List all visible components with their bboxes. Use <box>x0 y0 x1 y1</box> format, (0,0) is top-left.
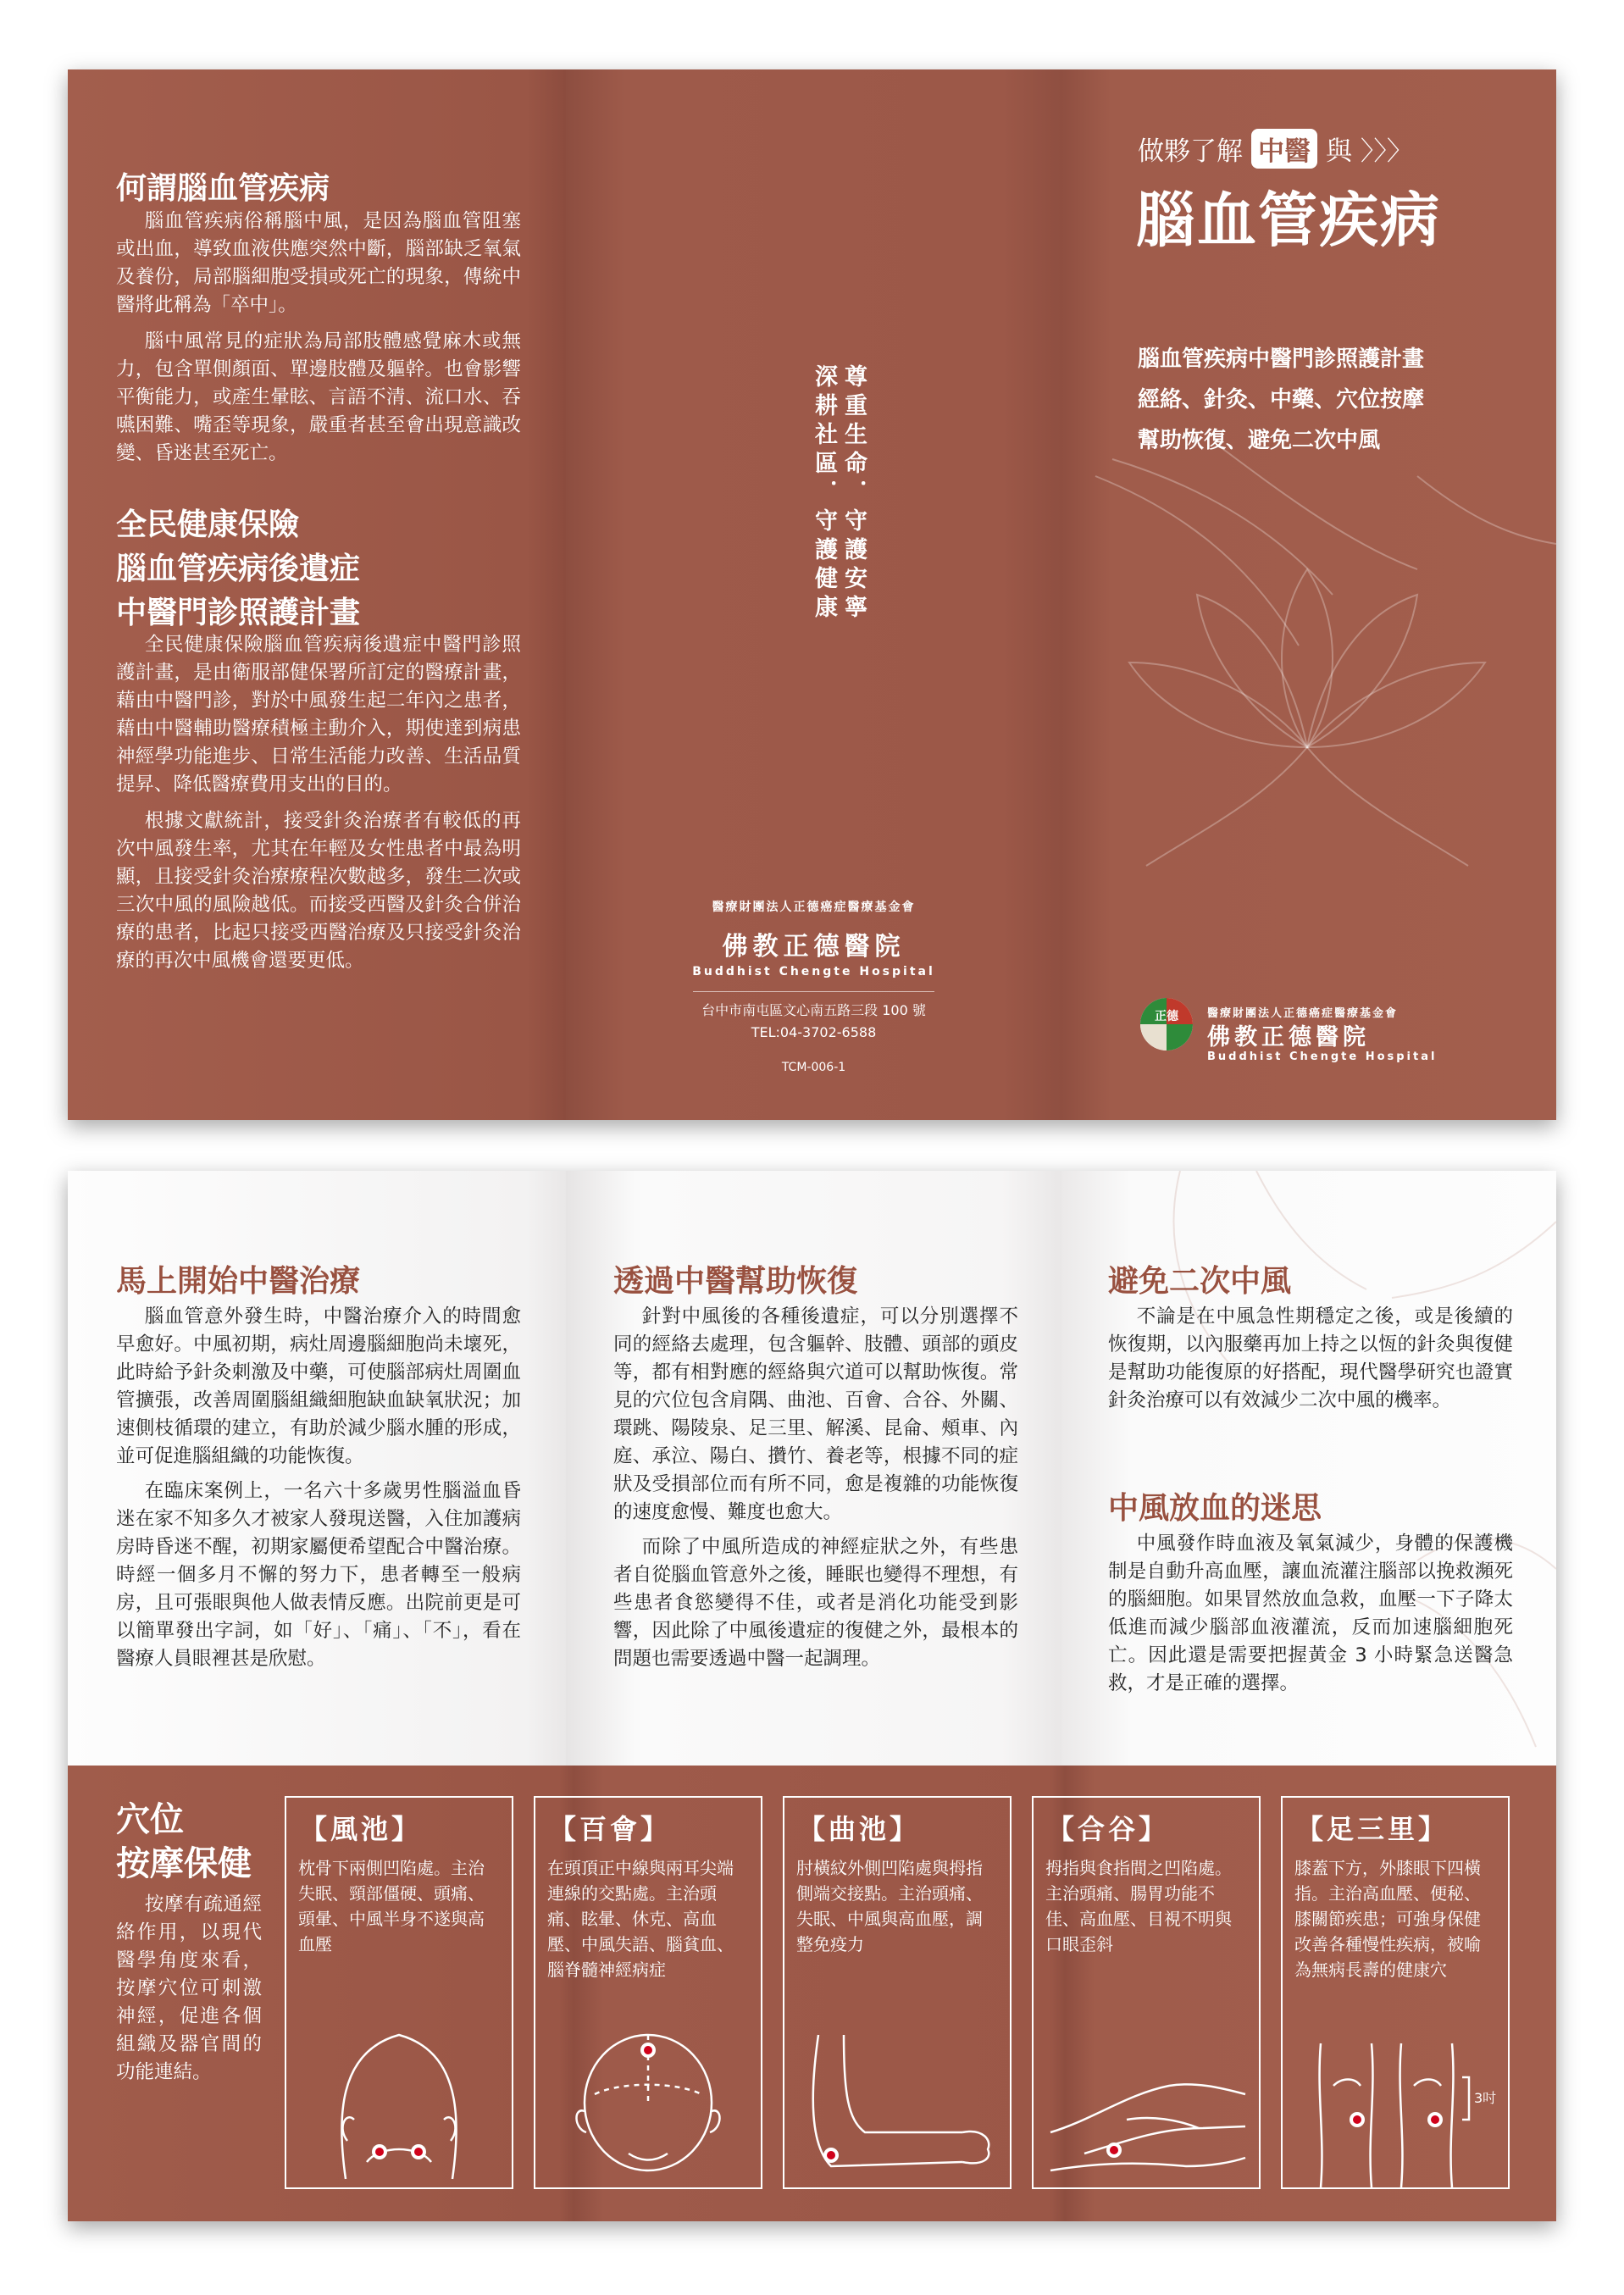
head-back-icon <box>286 1993 512 2187</box>
section-body-recovery <box>613 1303 1018 1680</box>
card-body: 肘橫紋外側凹陷處與拇指側端交接點。主治頭痛、失眠、中風與高血壓，調整免疫力 <box>796 1858 983 1954</box>
title-line: 按摩保健 <box>116 1844 252 1883</box>
section-body-what-is-stroke <box>116 208 521 476</box>
paragraph: 在臨床案例上，一名六十多歲男性腦溢血昏迷在家不知多久才被家人發現送醫，入住加護病房時昏迷不醒，初期家屬便希望配合中醫治療。時經一個多月不懈的努力下，患者轉至一般病房，且可張眼與他人做表情反應。出院前更是可以簡單發出字詞，如「好」、「痛」、「不」，看在醫療人員眼裡甚是欣慰。 <box>116 1480 521 1670</box>
card-title: 【曲池】 <box>798 1813 921 1845</box>
section-heading-bloodletting-myth: 中風放血的迷思 <box>1108 1491 1322 1526</box>
document-code: TCM-006-1 <box>781 1061 846 1074</box>
hospital-name: 佛教正德醫院 <box>1207 1024 1370 1050</box>
subtitle-line: 經絡、針灸、中藥、穴位按摩 <box>1138 387 1425 413</box>
hospital-logo-icon <box>1139 997 1194 1051</box>
lotus-decoration-icon <box>1061 442 1556 951</box>
paragraph: 腦中風常見的症狀為局部肢體感覺麻木或無力，包含單側顏面、單邊肢體及軀幹。也會影響平衡能力，或產生暈眩、言語不清、流口水、吞嚥困難、嘴歪等現象，嚴重者甚至會出現意識改變、昏迷甚至死亡。 <box>116 330 521 464</box>
section-body-prevent-recurrence <box>1108 1303 1513 1422</box>
intro-text: 與 〉〉〉 <box>1326 136 1413 167</box>
card-body: 拇指與食指間之凹陷處。主治頭痛、腸胃功能不佳、高血壓、目視不明與口眼歪斜 <box>1045 1858 1232 1954</box>
card-title: 【合谷】 <box>1047 1813 1170 1845</box>
acupoint-description: 按摩有疏通經絡作用，以現代醫學角度來看，按摩穴位可刺激神經，促進各個組織及器官間的功能連結。 <box>116 1893 262 2083</box>
section-heading-recovery: 透過中醫幫助恢復 <box>613 1264 858 1299</box>
card-title: 【風池】 <box>300 1813 423 1845</box>
telephone: TEL:04-3702-6588 <box>751 1024 877 1040</box>
acupoint-title <box>116 1798 252 1886</box>
subtitle-line: 幫助恢復、避免二次中風 <box>1138 428 1381 453</box>
hospital-name-en: Buddhist Chengte Hospital <box>692 965 935 978</box>
paragraph: 全民健康保險腦血管疾病後遺症中醫門診照護計畫，是由衛服部健保署所訂定的醫療計畫，藉由中醫門診，對於中風發生起二年內之患者，藉由中醫輔助醫療積極主動介入，期使達到病患神經學功能進步、日常生活能力改善、生活品質提昇、降低醫療費用支出的目的。 <box>116 634 521 795</box>
hand-icon <box>1034 1993 1259 2187</box>
card-body: 膝蓋下方，外膝眼下四橫指。主治高血壓、便秘、膝關節疾患；可強身保健改善各種慢性疾病，被喻為無病長壽的健康穴 <box>1294 1858 1481 1980</box>
foundation-name: 醫療財團法人正德癌症醫療基金會 <box>712 901 916 914</box>
cover-title: 腦血管疾病 <box>1136 186 1441 255</box>
knees-icon <box>1283 1993 1508 2187</box>
section-heading-what-is-stroke: 何謂腦血管疾病 <box>116 171 330 206</box>
acupoint-card-baihui <box>534 1796 762 2189</box>
logo-text: 正德 <box>1155 1010 1178 1023</box>
outer-panel-middle <box>566 69 1061 1120</box>
paragraph: 針對中風後的各種後遺症，可以分別選擇不同的經絡去處理，包含軀幹、肢體、頭部的頭皮等，都有相對應的經絡與穴道可以幫助恢復。常見的穴位包含肩隅、曲池、百會、合谷、外關、環跳、陽陵泉、足三里、解溪、昆侖、頰車、內庭、承泣、陽白、攢竹、養老等，根據不同的症狀及受損部位而有所不同，愈是複雜的功能恢復的速度愈慢、難度也愈大。 <box>613 1305 1018 1523</box>
section-body-start-tcm <box>116 1303 521 1680</box>
hospital-name: 佛教正德醫院 <box>722 932 906 962</box>
card-title: 【百會】 <box>549 1813 672 1845</box>
outer-panel-left <box>68 69 566 1120</box>
contact-block <box>566 1000 1061 1044</box>
section-body-bloodletting-myth <box>1108 1530 1513 1705</box>
paragraph: 腦血管意外發生時，中醫治療介入的時間愈早愈好。中風初期，病灶周邊腦細胞尚未壞死，此時給予針灸刺激及中藥，可使腦部病灶周圍血管擴張，改善周圍腦組織細胞缺血缺氧狀況；加速側枝循環的建立，有助於減少腦水腫的形成，並可促進腦組織的功能恢復。 <box>116 1305 521 1467</box>
paragraph: 根據文獻統計，接受針灸治療者有較低的再次中風發生率，尤其在年輕及女性患者中最為明顯，且接受針灸治療療程次數越多，發生二次或三次中風的風險越低。而接受西醫及針灸合併治療的患者，比起只接受西醫治療及只接受針灸治療的再次中風機會還要更低。 <box>116 810 521 972</box>
paragraph: 不論是在中風急性期穩定之後，或是後續的恢復期，以內服藥再加上持之以恆的針灸與復健是幫助功能復原的好搭配，現代醫學研究也證實針灸治療可以有效減少二次中風的機率。 <box>1108 1305 1513 1411</box>
intro-text: 做夥了解 <box>1138 136 1243 167</box>
title-line: 穴位 <box>116 1800 184 1839</box>
slogan-line-1: 尊重生命．守護安寧 <box>840 364 867 624</box>
section-body-insurance-plan <box>116 631 521 984</box>
acupoint-massage-band <box>68 1766 1556 2221</box>
cover-intro <box>1138 129 1413 169</box>
divider <box>693 991 934 992</box>
elbow-icon <box>784 1993 1010 2187</box>
outer-panel-cover <box>1061 69 1556 1120</box>
acupoint-card-zusanli <box>1281 1796 1510 2189</box>
paragraph: 而除了中風所造成的神經症狀之外，有些患者自從腦血管意外之後，睡眠也變得不理想，有些患者食慾變得不佳，或者是消化功能受到影響，因此除了中風後遺症的復健之外，最根本的問題也需要透過中醫一起調理。 <box>613 1536 1018 1670</box>
heading-line: 全民健康保險 <box>116 507 300 542</box>
head-top-icon <box>535 1993 761 2187</box>
section-heading-prevent-recurrence: 避免二次中風 <box>1108 1264 1292 1299</box>
slogan-line-2: 深耕社區．守護健康 <box>811 364 837 624</box>
subtitle-line: 腦血管疾病中醫門診照護計畫 <box>1138 346 1425 372</box>
hospital-name-en: Buddhist Chengte Hospital <box>1207 1050 1438 1063</box>
foundation-name: 醫療財團法人正德癌症醫療基金會 <box>1207 1007 1399 1020</box>
acupoint-card-fengchi <box>285 1796 513 2189</box>
measure-label: 3吋 <box>1474 2090 1497 2106</box>
heading-line: 中醫門診照護計畫 <box>116 596 361 630</box>
section-heading-start-tcm: 馬上開始中醫治療 <box>116 1264 361 1299</box>
acupoint-card-hegu <box>1032 1796 1261 2189</box>
brochure-outer-side <box>68 69 1556 1120</box>
paragraph: 中風發作時血液及氧氣減少，身體的保護機制是自動升高血壓，讓血流灌注腦部以挽救瀕死的腦細胞。如果冒然放血急救，血壓一下子降太低進而減少腦部血液灌流，反而加速腦細胞死亡。因此還是需要把握黃金 3 小時緊急送醫急救，才是正確的選擇。 <box>1108 1533 1513 1694</box>
paragraph: 腦血管疾病俗稱腦中風，是因為腦血管阻塞或出血，導致血液供應突然中斷，腦部缺乏氧氣及養份，局部腦細胞受損或死亡的現象，傳統中醫將此稱為「卒中」。 <box>116 210 521 316</box>
card-body: 在頭頂正中線與兩耳尖端連線的交點處。主治頭痛、眩暈、休克、高血壓、中風失語、腦貧血、腦脊髓神經病症 <box>547 1858 734 1980</box>
acupoint-card-quchi <box>783 1796 1012 2189</box>
address: 台中市南屯區文心南五路三段 100 號 <box>701 1002 926 1018</box>
brochure-inner-side <box>68 1171 1556 2221</box>
tcm-badge: 中醫 <box>1251 129 1317 169</box>
heading-line: 腦血管疾病後遺症 <box>116 552 361 586</box>
card-body: 枕骨下兩側凹陷處。主治失眠、頸部僵硬、頭痛、頭暈、中風半身不遂與高血壓 <box>298 1858 485 1954</box>
card-title: 【足三里】 <box>1296 1813 1449 1845</box>
section-heading-insurance-plan <box>116 503 360 635</box>
